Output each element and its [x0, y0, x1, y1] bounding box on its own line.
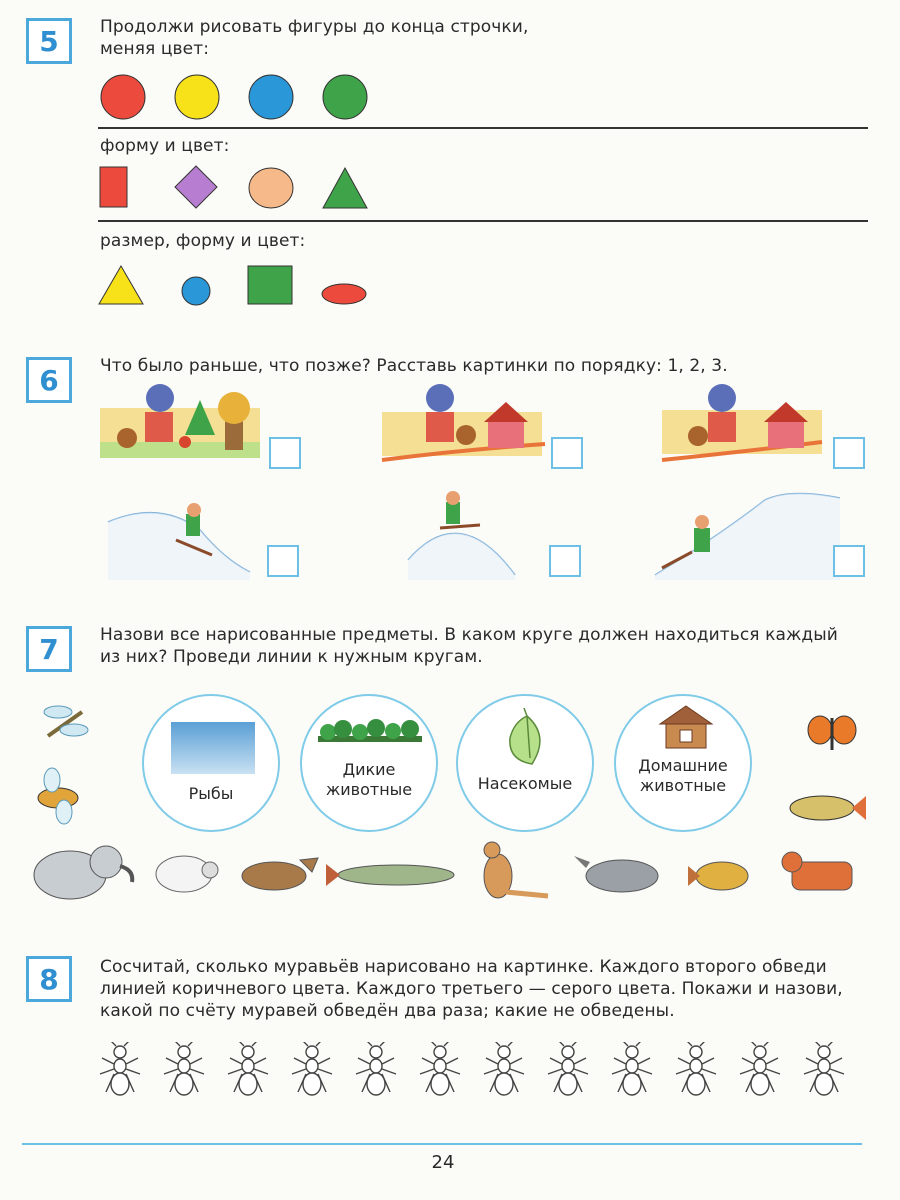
- purple-diamond: [175, 166, 217, 208]
- picture-sled-climb: [655, 493, 840, 580]
- perch-fish-icon: [790, 796, 866, 820]
- circle-fish-label: Рыбы: [188, 784, 234, 803]
- picture-mushroom-picking: [100, 384, 260, 458]
- yellow-circle: [175, 75, 219, 119]
- elephant-icon: [34, 846, 132, 899]
- answer-box-2[interactable]: [552, 438, 582, 468]
- task-5-shapes: [0, 0, 900, 330]
- task-5-text-line1: Продолжи рисовать фигуры до конца строчки,: [100, 17, 529, 37]
- ant-icon[interactable]: [356, 1042, 396, 1095]
- green-square: [248, 266, 292, 304]
- answer-box-6[interactable]: [834, 546, 864, 576]
- picture-sled-top: [408, 491, 515, 580]
- answer-box-3[interactable]: [834, 438, 864, 468]
- green-triangle: [323, 168, 367, 208]
- ant-icon[interactable]: [612, 1042, 652, 1095]
- task-6-pictures: [0, 380, 900, 590]
- red-circle: [101, 75, 145, 119]
- ant-icon[interactable]: [292, 1042, 332, 1095]
- ant-icon[interactable]: [228, 1042, 268, 1095]
- task-5-row3-label: размер, форму и цвет:: [100, 231, 306, 251]
- answer-box-4[interactable]: [268, 546, 298, 576]
- task-6-text: Что было раньше, что позже? Расставь картинки по порядку: 1, 2, 3.: [100, 356, 728, 376]
- task-8-text-line1: Сосчитай, сколько муравьёв нарисовано на картинке. Каждого второго обведи: [100, 957, 827, 977]
- red-rectangle: [100, 167, 127, 207]
- task-5-number: 5: [26, 18, 72, 64]
- rule-line-1: [98, 127, 868, 129]
- page-number: 24: [431, 1152, 455, 1173]
- picture-walking-home: [382, 384, 545, 460]
- ant-icon[interactable]: [804, 1042, 844, 1095]
- task-8-text: [100, 956, 870, 1022]
- task-8-text-line2: линией коричневого цвета. Каждого третьего — серого цвета. Покажи и назови,: [100, 979, 843, 999]
- task-7-number: 7: [26, 626, 72, 672]
- ants-row: [90, 1042, 870, 1100]
- ruff-fish-icon: [688, 862, 748, 890]
- ant-icon[interactable]: [740, 1042, 780, 1095]
- circle-domestic-label-2: животные: [639, 776, 727, 795]
- green-circle: [323, 75, 367, 119]
- circle-domestic-label-1: Домашние: [638, 756, 728, 775]
- task-5-row2-label: форму и цвет:: [100, 136, 230, 156]
- task-7-text-line2: из них? Проведи линии к нужным кругам.: [100, 647, 483, 667]
- task-6-number: 6: [26, 357, 72, 403]
- ant-icon[interactable]: [548, 1042, 588, 1095]
- task-8-text-line3: какой по счёту муравей обведён два раза; какие не обведены.: [100, 1001, 675, 1021]
- task-7-text-line1: Назови все нарисованные предметы. В каком круге должен находиться каждый: [100, 625, 838, 645]
- task-7-text: [100, 624, 838, 668]
- blue-circle: [249, 75, 293, 119]
- picture-sled-down: [108, 503, 250, 580]
- butterfly-icon: [808, 716, 856, 750]
- circle-wild-label-1: Дикие: [342, 760, 396, 779]
- task-5-text-line2: меняя цвет:: [100, 39, 210, 59]
- bee-icon: [38, 768, 78, 824]
- peach-oval: [249, 168, 293, 208]
- task-7-animals: [0, 690, 900, 920]
- cow-icon: [782, 852, 852, 890]
- kangaroo-icon: [484, 842, 548, 898]
- ant-icon[interactable]: [676, 1042, 716, 1095]
- ant-icon[interactable]: [484, 1042, 524, 1095]
- ant-icon[interactable]: [100, 1042, 140, 1095]
- small-blue-circle: [182, 277, 210, 305]
- circle-wild-label-2: животные: [325, 780, 413, 799]
- footer-line: [22, 1143, 862, 1145]
- answer-box-5[interactable]: [550, 546, 580, 576]
- answer-box-1[interactable]: [270, 438, 300, 468]
- pike-fish-icon: [326, 864, 454, 886]
- rule-line-2: [98, 220, 868, 222]
- picture-leaving-home: [662, 384, 822, 460]
- rhino-icon: [574, 856, 658, 892]
- yellow-triangle: [99, 266, 143, 304]
- sheep-icon: [156, 856, 218, 892]
- wolf-icon: [242, 858, 318, 890]
- dragonfly-icon: [44, 706, 88, 736]
- task-8-number: 8: [26, 956, 72, 1002]
- ant-icon[interactable]: [420, 1042, 460, 1095]
- red-ellipse: [322, 284, 366, 304]
- ant-icon[interactable]: [164, 1042, 204, 1095]
- circle-insects-label: Насекомые: [477, 774, 573, 793]
